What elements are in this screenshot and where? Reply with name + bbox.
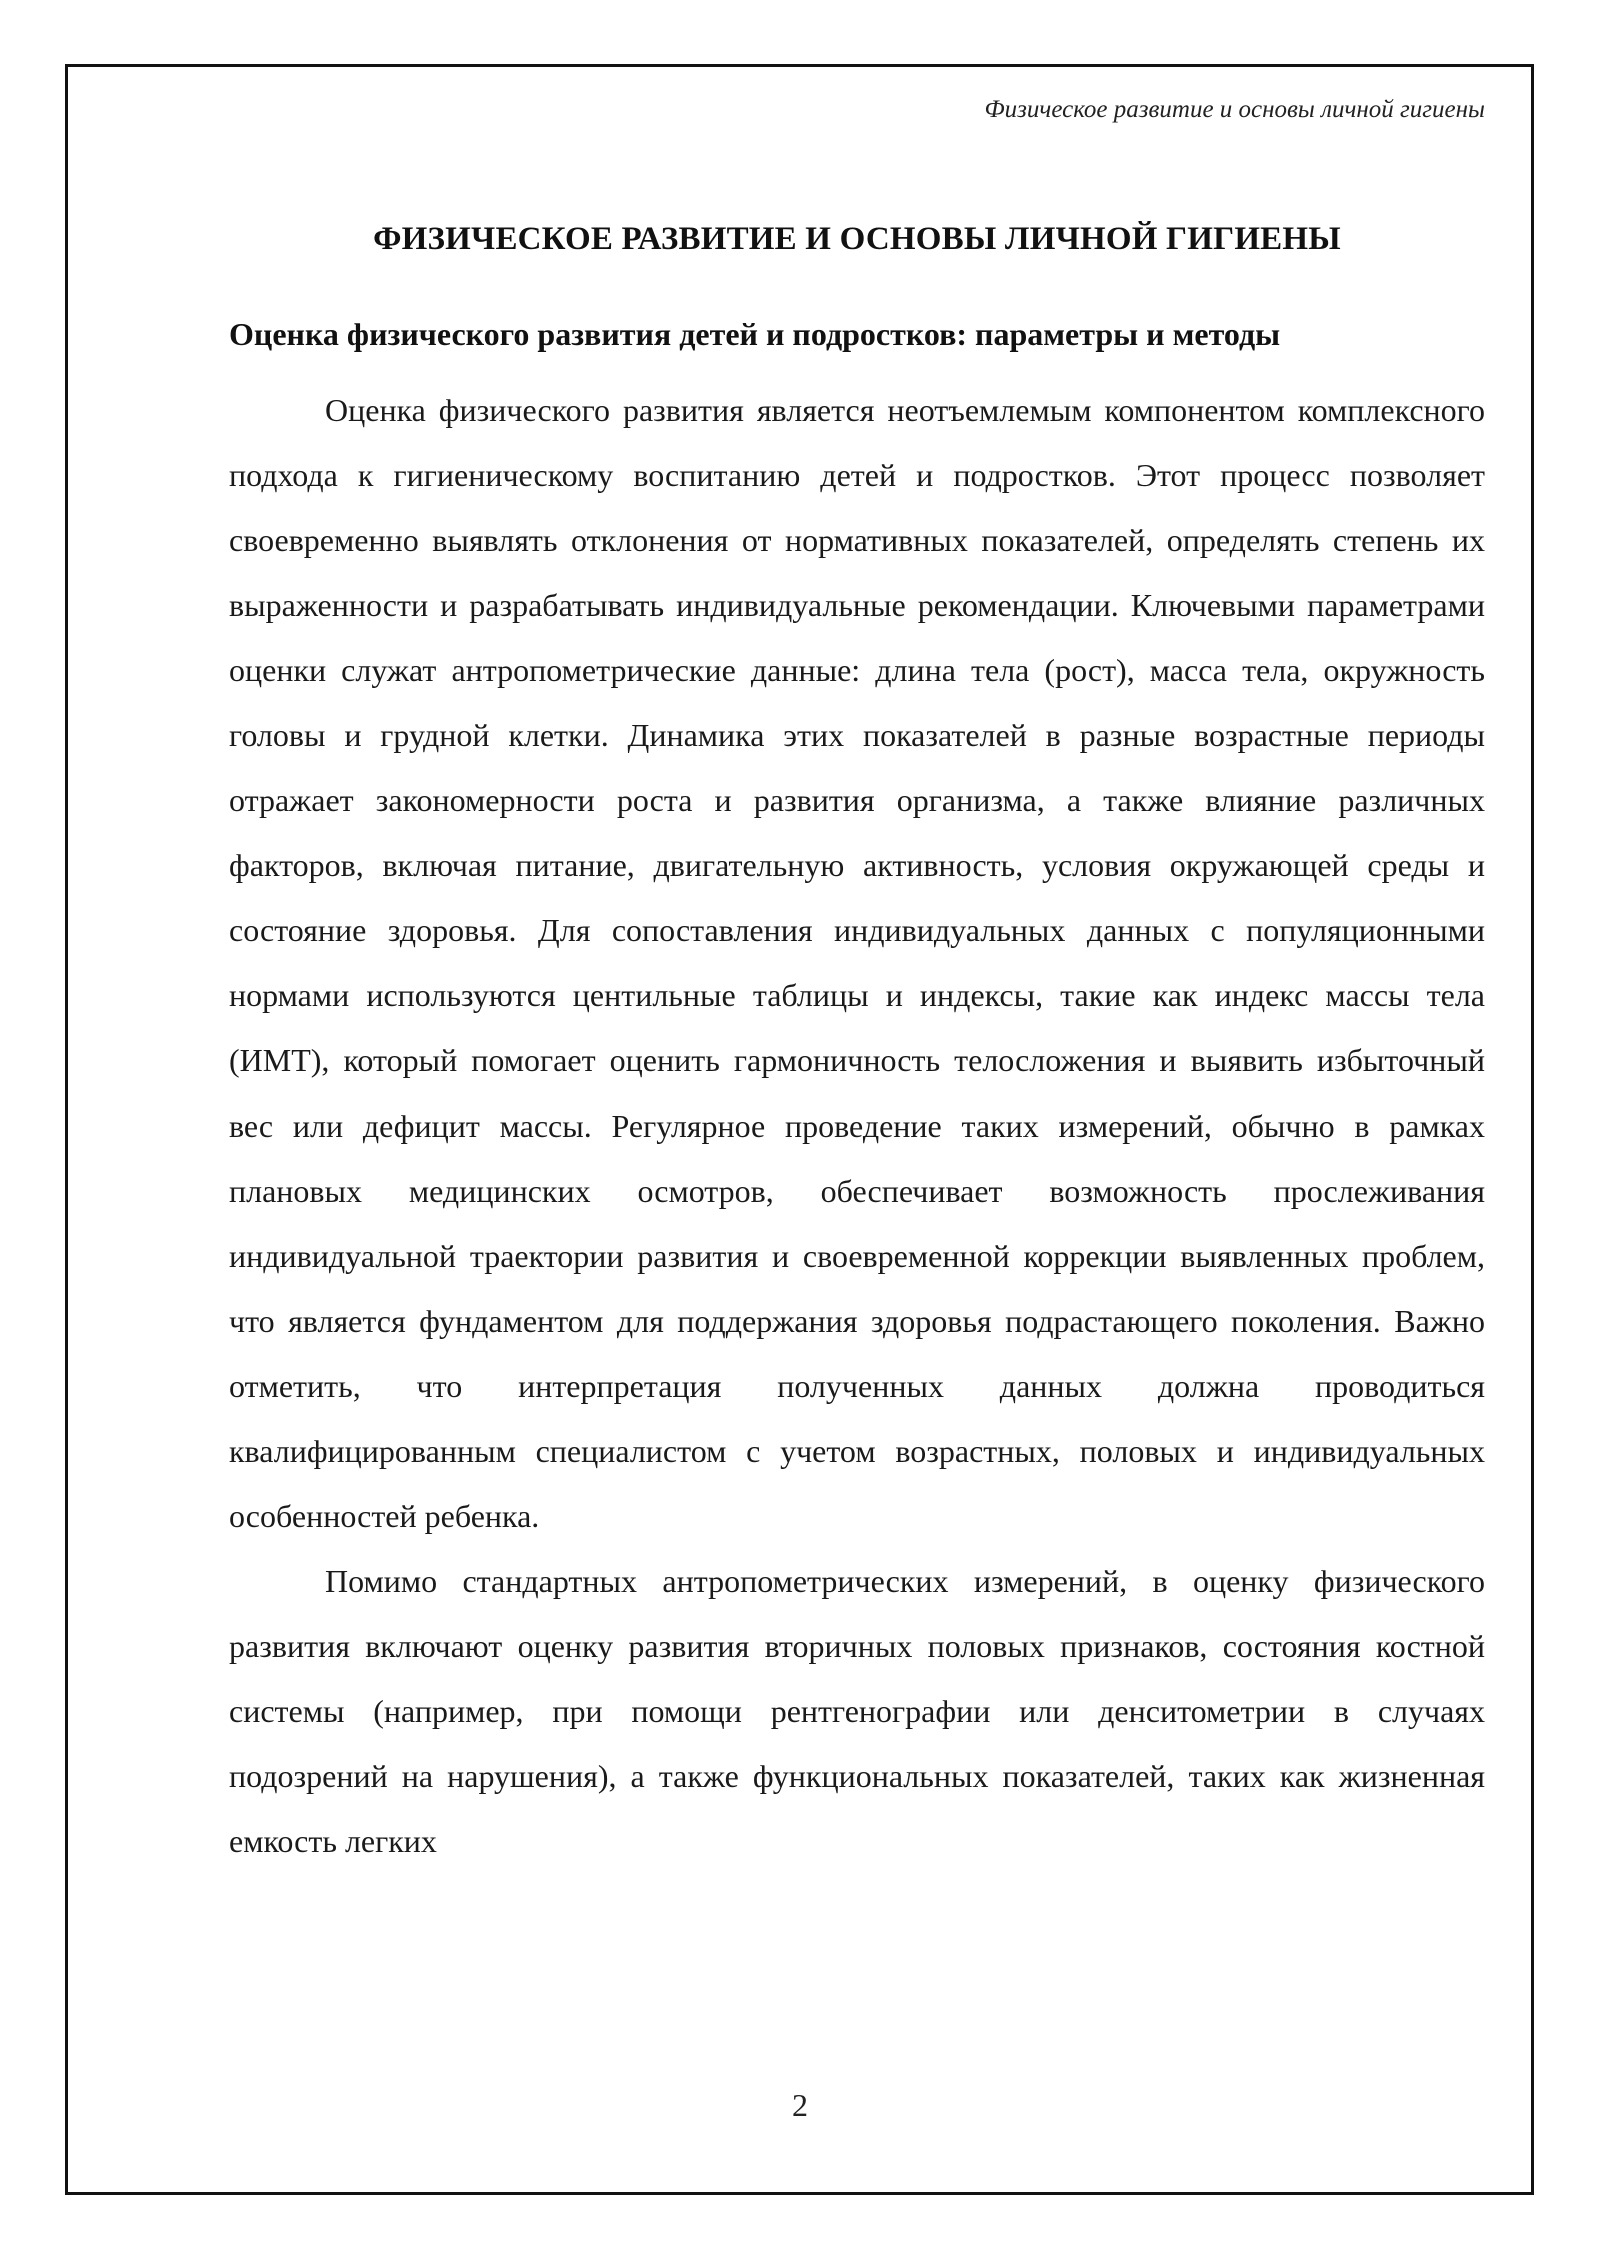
page-number: 2 (792, 2087, 808, 2123)
section-heading: Оценка физического развития детей и подростков: параметры и методы (229, 316, 1281, 352)
body-paragraph: Помимо стандартных антропометрических измерений, в оценку физического развития включают оценку развития вторичных половых признаков, состояния костной системы (например, при помощи рентгенографии или денситометрии в случаях подозрений на нарушения), а также функциональных показателей, таких как жизненная емкость легких (229, 1562, 1485, 1860)
page-content (229, 206, 1485, 1874)
running-header: Физическое развитие и основы личной гигиены (984, 96, 1485, 123)
document-title: ФИЗИЧЕСКОЕ РАЗВИТИЕ И ОСНОВЫ ЛИЧНОЙ ГИГИЕНЫ (373, 221, 1341, 257)
body-paragraph: Оценка физического развития является неотъемлемым компонентом комплексного подхода к гигиеническому воспитанию детей и подростков. Этот процесс позволяет своевременно выявлять отклонения от нормативных показателей, определять степень их выраженности и разрабатывать индивидуальные рекомендации. Ключевыми параметрами оценки служат антропометрические данные: длина тела (рост), масса тела, окружность головы и грудной клетки. Динамика этих показателей в разные возрастные периоды отражает закономерности роста и развития организма, а также влияние различных факторов, включая питание, двигательную активность, условия окружающей среды и состояние здоровья. Для сопоставления индивидуальных данных с популяционными нормами используются центильные таблицы и индексы, такие как индекс массы тела (ИМТ), который помогает оценить гармоничность телосложения и выявить избыточный вес или дефицит массы. Регулярное проведение таких измерений, обычно в рамках плановых медицинских осмотров, обеспечивает возможность прослеживания индивидуальной траектории развития и своевременной коррекции выявленных проблем, что является фундаментом для поддержания здоровья подрастающего поколения. Важно отметить, что интерпретация полученных данных должна проводиться квалифицированным специалистом с учетом возрастных, половых и индивидуальных особенностей ребенка. (229, 392, 1485, 1534)
